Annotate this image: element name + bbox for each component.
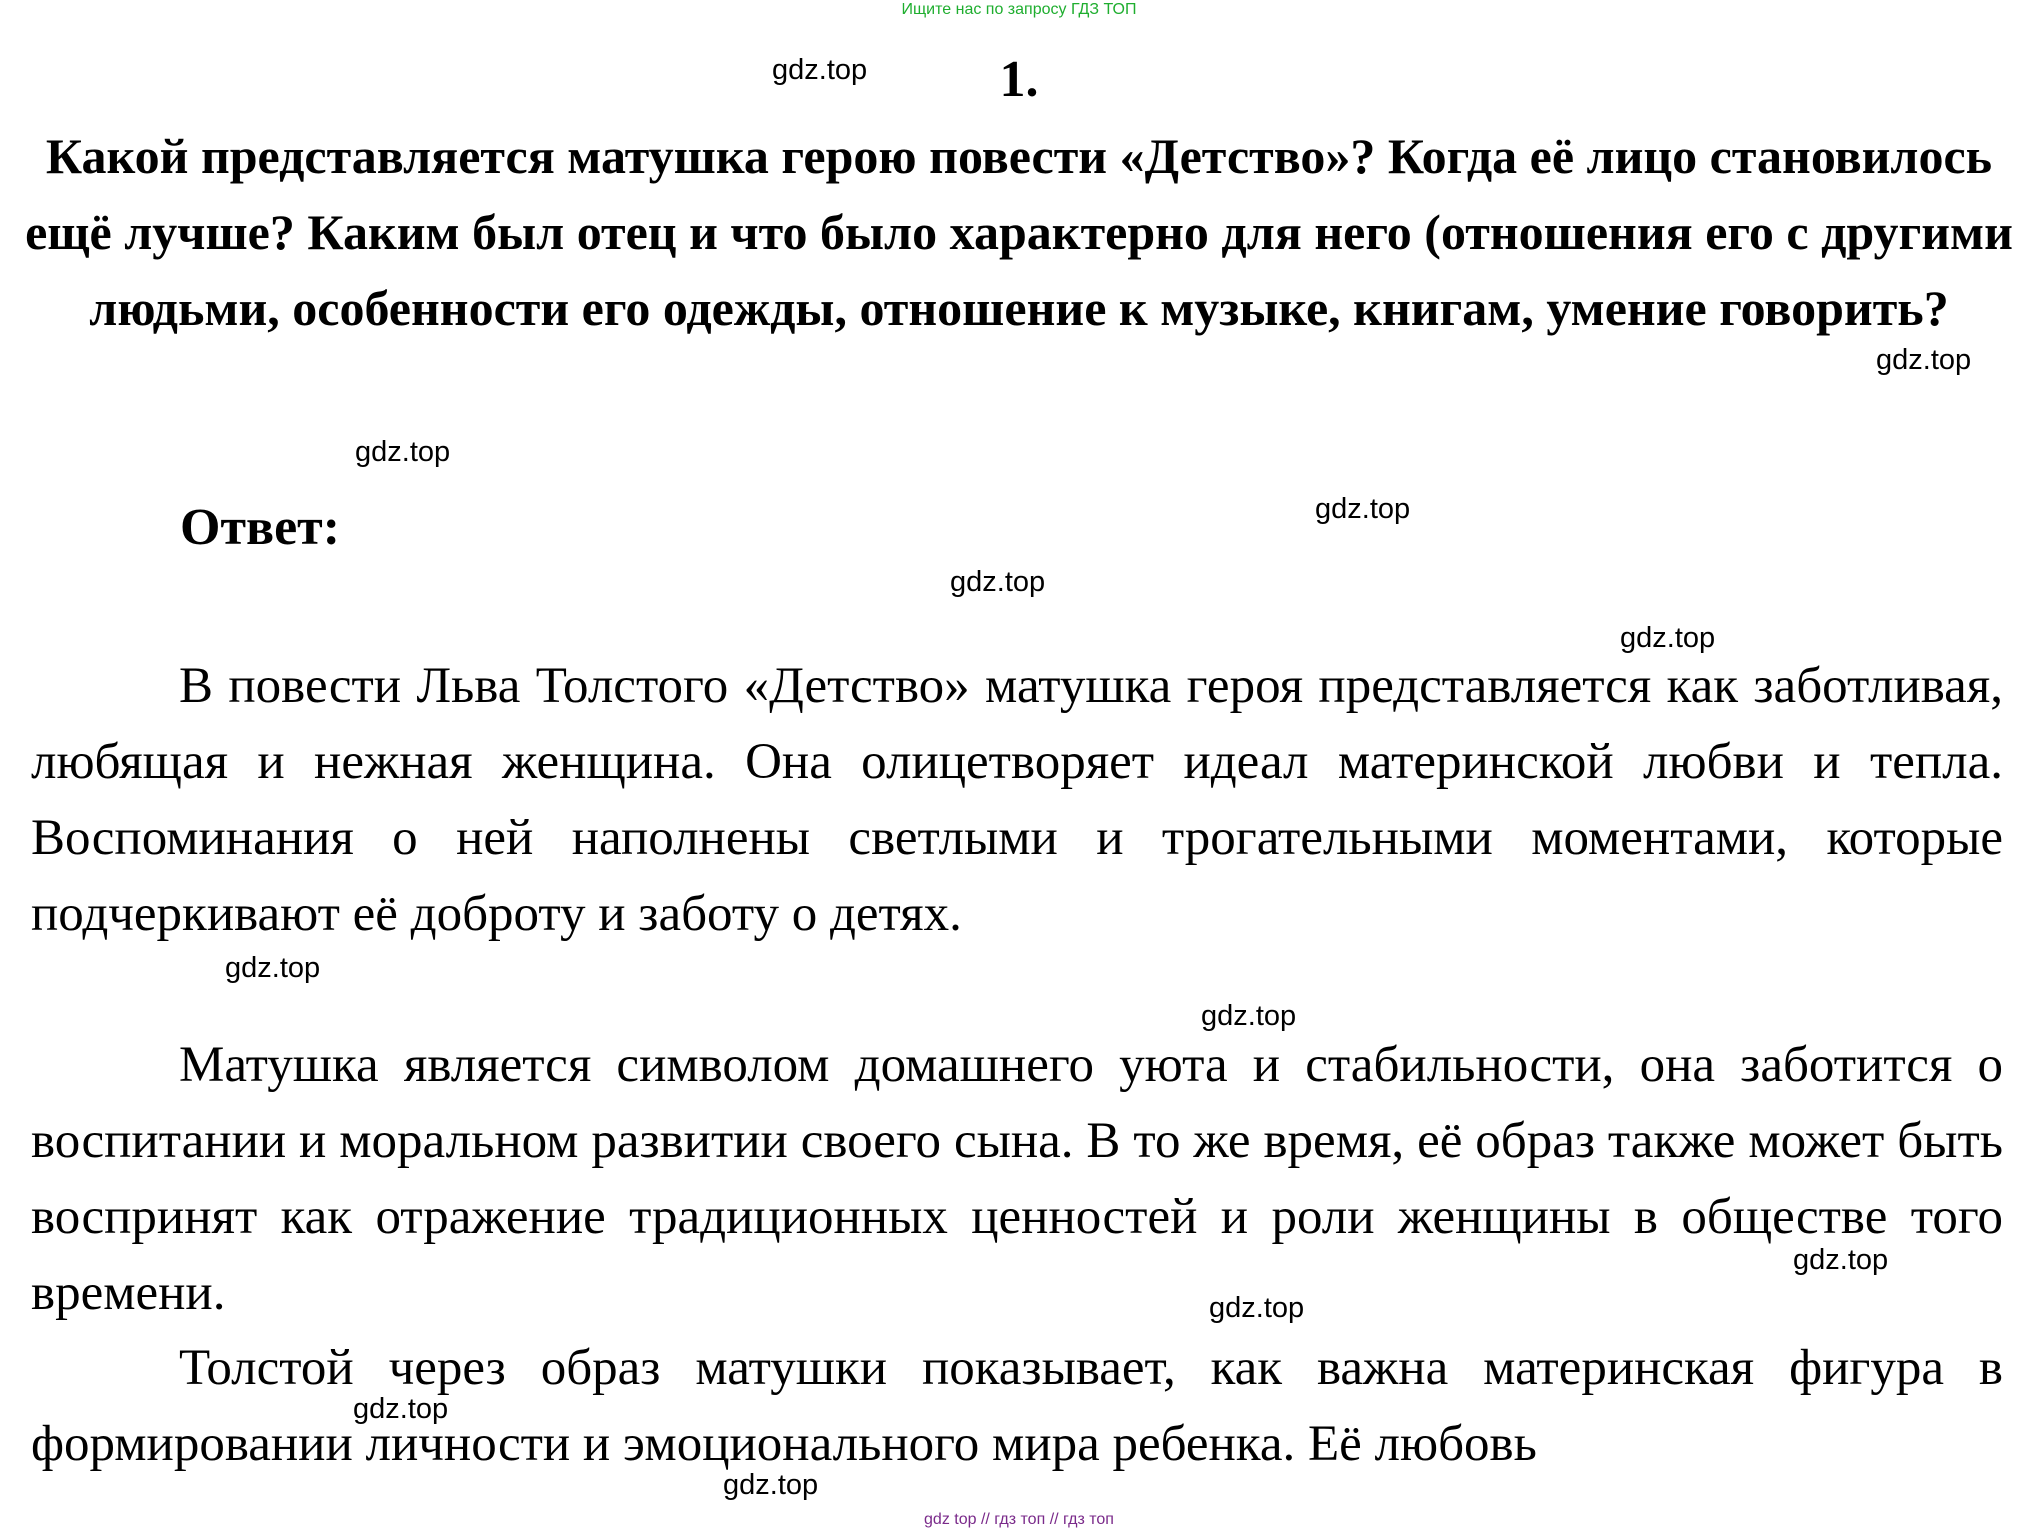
- top-banner: Ищите нас по запросу ГДЗ ТОП: [901, 1, 1137, 18]
- watermark: gdz.top: [353, 1393, 449, 1425]
- answer-paragraph: В повести Льва Толстого «Детство» матушка героя представляется как заботливая, любящая и нежная женщина. Она олицетворяет идеал материнской любви и тепла. Воспоминания о ней наполнены светлыми и трогательными моментами, которые подчеркивают её доброту и заботу о детях.: [31, 658, 2003, 942]
- answer-heading: Ответ:: [180, 499, 341, 556]
- watermark: gdz.top: [723, 1469, 819, 1501]
- watermark: gdz.top: [1201, 1000, 1297, 1032]
- watermark: gdz.top: [1209, 1292, 1305, 1324]
- watermark: gdz.top: [355, 436, 451, 468]
- watermark: gdz.top: [772, 54, 868, 86]
- watermark: gdz.top: [225, 952, 321, 984]
- watermark: gdz.top: [1876, 344, 1972, 376]
- answer-paragraph: Матушка является символом домашнего уюта и стабильности, она заботится о воспитании и моральном развитии своего сына. В то же время, её образ также может быть воспринят как отражение традиционных ценностей и роли женщины в обществе того времени.: [31, 1037, 2003, 1321]
- question-text: Какой представляется матушка герою повести «Детство»? Когда её лицо становилось ещё лучше? Каким был отец и что было характерно для него (отношения его с другими людьми, особенности его одежды, отношение к музыке, книгам, умение говорить?: [25, 128, 2013, 336]
- answer-paragraph: Толстой через образ матушки показывает, как важна материнская фигура в формировании личности и эмоционального мира ребенка. Её любовь: [31, 1340, 2003, 1472]
- bottom-banner: gdz top // гдз топ // гдз топ: [924, 1511, 1114, 1528]
- watermark: gdz.top: [1793, 1244, 1889, 1276]
- watermark: gdz.top: [950, 566, 1046, 598]
- question-number: 1.: [999, 51, 1039, 108]
- watermark: gdz.top: [1620, 622, 1716, 654]
- watermark: gdz.top: [1315, 493, 1411, 525]
